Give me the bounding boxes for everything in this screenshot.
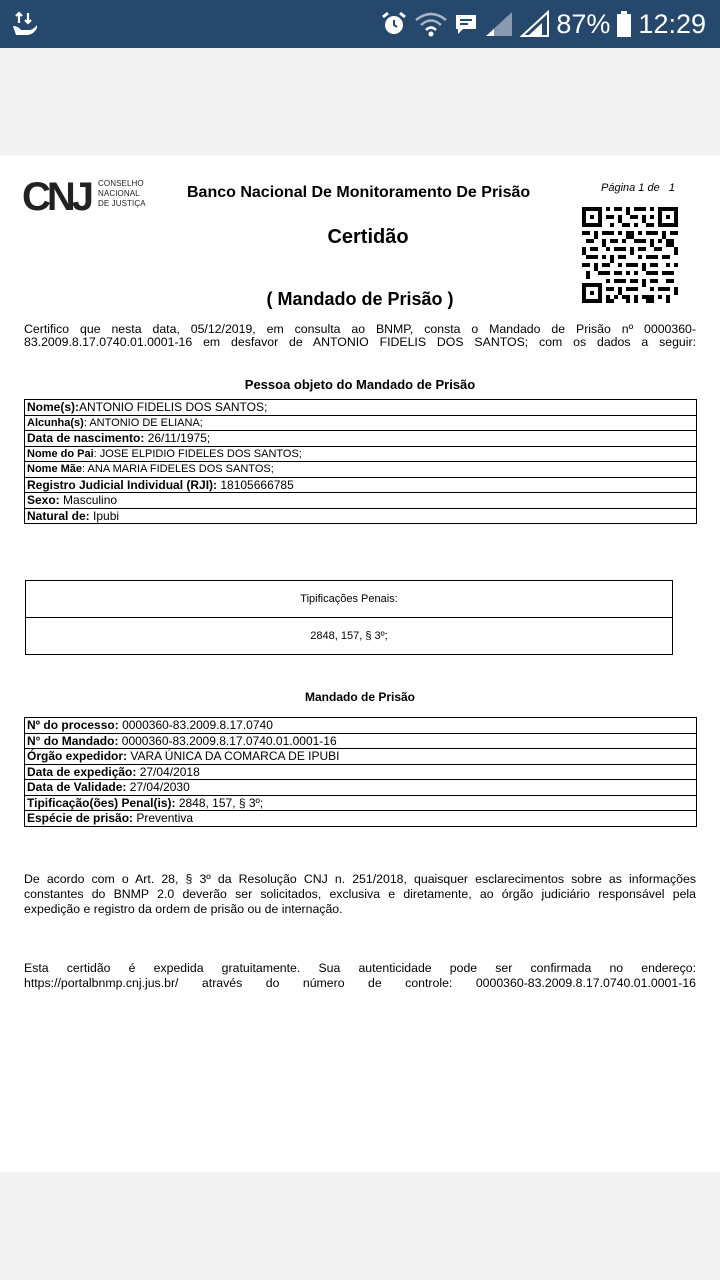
table-cell: [25, 431, 697, 447]
logo-text: [98, 179, 146, 209]
status-bar: [0, 0, 720, 48]
document-page: [0, 155, 720, 1172]
table-row: [25, 764, 697, 780]
table-row: [25, 733, 697, 749]
row-label: Nome Mãe: [27, 463, 83, 475]
table-row: [25, 431, 697, 447]
row-value: Ipubi: [89, 508, 120, 523]
table-row: [25, 462, 697, 478]
page-number: [601, 182, 675, 194]
message-icon: [454, 10, 478, 38]
footer-p1-line-1: De acordo com o Art. 28, § 3º da Resolução CNJ n. 251/2018, quaisquer esclarecimentos sobre as informações: [24, 872, 696, 886]
table-cell: [25, 780, 697, 796]
row-value: 27/04/2030: [126, 780, 190, 794]
table-row: [25, 780, 697, 796]
table-cell: [25, 764, 697, 780]
row-value: 2848, 157, § 3º;: [175, 795, 264, 810]
table-row: [25, 493, 697, 509]
table-row: [25, 795, 697, 811]
row-label: Sexo:: [27, 493, 60, 507]
footer-p2-line-1: Esta certidão é expedida gratuitamente. Sua autenticidade pode ser confirmada no endereço:: [24, 961, 696, 975]
row-label: Natural de:: [27, 508, 90, 523]
logo-line-3: DE JUSTIÇA: [98, 199, 146, 208]
table-cell: [25, 749, 697, 765]
intro-paragraph: [24, 323, 696, 349]
row-label: Tipificação(ões) Penal(is):: [27, 795, 176, 810]
row-label: Data de nascimento:: [27, 431, 145, 445]
row-label: Nº do processo:: [27, 718, 119, 732]
row-label: Data de expedição:: [27, 764, 137, 779]
row-value: : ANA MARIA FIDELES DOS SANTOS;: [82, 463, 274, 475]
footer-p1-line-2: constantes do BNMP 2.0 deverão ser solicitados, exclusiva e diretamente, ao órgão judiciário responsável pela: [24, 887, 696, 901]
tipificacoes-value: 2848, 157, § 3º;: [310, 630, 388, 642]
row-value: 27/04/2018: [136, 764, 200, 779]
row-value: : JOSE ELPIDIO FIDELES DOS SANTOS;: [93, 447, 302, 460]
table-cell: [25, 446, 697, 462]
table-row: [25, 811, 697, 827]
intro-line-1: Certifico que nesta data, 05/12/2019, em consulta ao BNMP, consta o Mandado de Prisão nº 0000360-: [24, 322, 696, 336]
table-cell: [25, 477, 697, 493]
cnj-logo: [22, 177, 152, 217]
wifi-icon: [414, 10, 448, 38]
footer-p2-line-2: https://portalbnmp.cnj.jus.br/ através do número de controle: 0000360-83.2009.8.17.0740.01.0001-16: [24, 976, 696, 990]
row-label: Órgão expedidor:: [27, 749, 128, 763]
alarm-icon: [380, 10, 408, 38]
footer-p1-line-3: expedição e registro da ordem de prisão ou de internação.: [24, 902, 343, 916]
table-cell: [25, 462, 697, 478]
person-section-title: Pessoa objeto do Mandado de Prisão: [244, 377, 476, 392]
table-cell: [25, 718, 697, 734]
footer-paragraph-2: [24, 961, 696, 991]
status-icons: [380, 0, 706, 48]
table-row: [25, 718, 697, 734]
mandado-table: [24, 717, 697, 827]
logo-line-2: NACIONAL: [98, 189, 140, 198]
row-value: ANTONIO FIDELIS DOS SANTOS;: [79, 400, 268, 414]
table-cell: [25, 733, 697, 749]
row-label: Nome do Pai: [27, 447, 94, 460]
battery-percent: 87%: [556, 8, 611, 39]
table-row: [25, 508, 697, 524]
cnj-logo-mark: [22, 177, 94, 213]
battery-icon: [616, 10, 632, 38]
row-value: VARA ÚNICA DA COMARCA DE IPUBI: [127, 749, 340, 763]
row-value: Masculino: [59, 493, 118, 507]
page-total: 1: [668, 182, 676, 194]
document-header: Banco Nacional De Monitoramento De Prisão: [187, 184, 531, 201]
table-cell: [25, 795, 697, 811]
table-row: [25, 477, 697, 493]
table-row: [25, 749, 697, 765]
row-value: 18105666785: [217, 477, 294, 492]
row-label: N° do Mandado:: [27, 733, 119, 748]
intro-line-2: 83.2009.8.17.0740.01.0001-16 em desfavor de ANTONIO FIDELIS DOS SANTOS; com os dados a seguir:: [24, 335, 696, 349]
clock: 12:29: [638, 8, 706, 39]
row-value: 26/11/1975;: [144, 431, 211, 445]
table-cell: [25, 493, 697, 509]
row-value: 0000360-83.2009.8.17.0740.01.0001-16: [118, 733, 337, 748]
table-cell: [25, 400, 697, 416]
document-title: Certidão: [327, 226, 409, 248]
table-cell: [25, 415, 697, 431]
person-table: [24, 399, 697, 524]
table-cell: [25, 811, 697, 827]
row-value: Preventiva: [133, 811, 194, 825]
signal-icon-2: [520, 10, 550, 38]
logo-line-1: CONSELHO: [98, 179, 144, 188]
row-value: : ANTONIO DE ELIANA;: [83, 416, 203, 429]
table-row: [25, 400, 697, 416]
table-row: [25, 415, 697, 431]
row-value: 0000360-83.2009.8.17.0740: [118, 718, 273, 732]
mandado-section-title: Mandado de Prisão: [304, 690, 416, 704]
row-label: Espécie de prisão:: [27, 811, 134, 825]
document-subtitle: ( Mandado de Prisão ): [266, 289, 454, 309]
tipificacoes-box: [25, 580, 673, 655]
page-label: Página 1 de: [601, 182, 660, 194]
footer-paragraph-1: [24, 872, 696, 917]
logo-mark-text: CNJ: [22, 177, 91, 213]
table-cell: [25, 508, 697, 524]
row-label: Data de Validade:: [27, 780, 127, 794]
signal-icon: [484, 10, 514, 38]
row-label: Registro Judicial Individual (RJI):: [27, 477, 218, 492]
table-row: [25, 446, 697, 462]
tipificacoes-header: Tipificações Penais:: [26, 581, 672, 618]
row-label: Nome(s):: [27, 400, 80, 414]
usb-transfer-icon: [10, 9, 40, 39]
row-label: Alcunha(s): [27, 416, 84, 429]
